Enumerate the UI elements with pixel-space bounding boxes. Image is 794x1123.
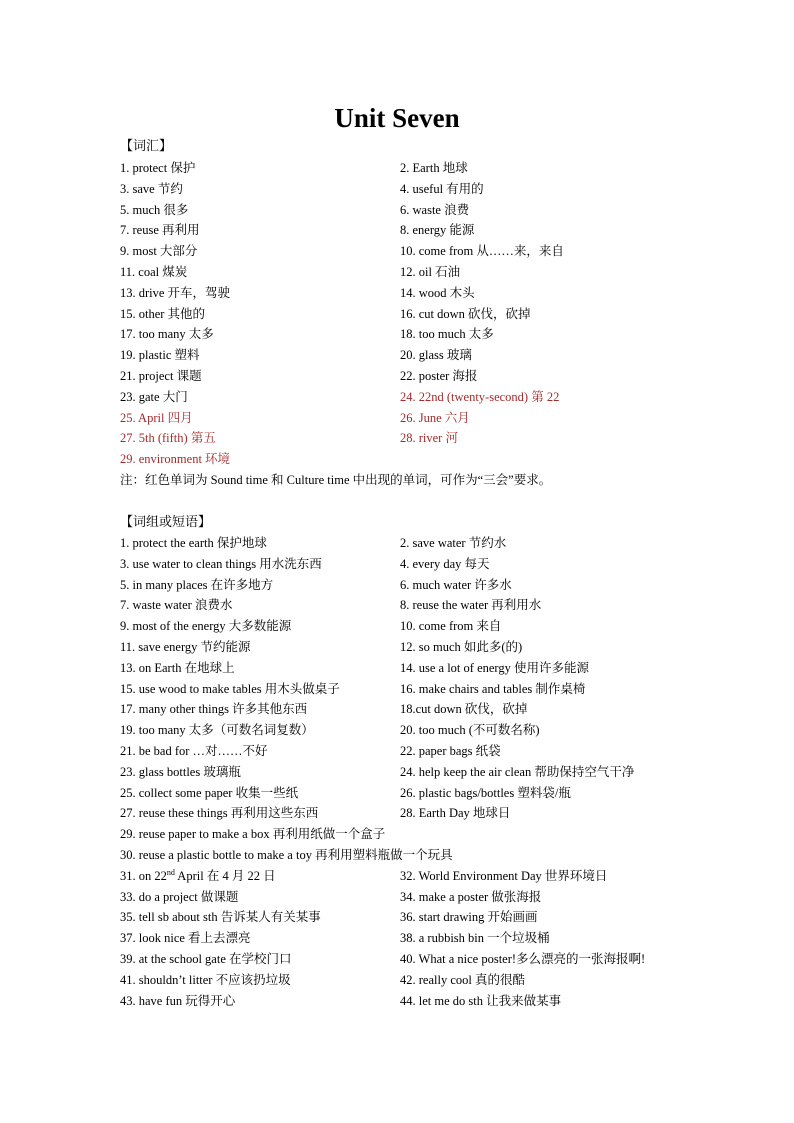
list-item <box>120 220 680 241</box>
entry-right: 20. glass 玻璃 <box>400 348 472 363</box>
entry-left: 3. use water to clean things 用水洗东西 <box>120 556 322 571</box>
entry-left: 25. April 四月 <box>120 410 193 425</box>
vocab-heading: 【词汇】 <box>120 138 173 153</box>
entry-right: 14. wood 木头 <box>400 285 475 300</box>
list-item <box>120 845 680 866</box>
entry-left: 39. at the school gate 在学校门口 <box>120 951 292 966</box>
entry-left: 11. save energy 节约能源 <box>120 639 251 654</box>
entry-text: 29. reuse paper to make a box 再利用纸做一个盒子 <box>120 827 386 842</box>
entry-right: 32. World Environment Day 世界环境日 <box>400 868 608 883</box>
entry-right: 16. make chairs and tables 制作桌椅 <box>400 681 586 696</box>
list-item <box>120 366 680 387</box>
list-item <box>120 907 680 928</box>
list-item <box>120 803 680 824</box>
list-item <box>120 241 680 262</box>
list-item <box>120 783 680 804</box>
entry-right: 40. What a nice poster!多么漂亮的一张海报啊! <box>400 951 646 966</box>
entry-right: 12. so much 如此多(的) <box>400 639 523 654</box>
entry-left: 1. protect the earth 保护地球 <box>120 536 267 550</box>
list-item <box>120 262 680 283</box>
entry-right: 14. use a lot of energy 使用许多能源 <box>400 660 589 675</box>
entry-right: 44. let me do sth 让我来做某事 <box>400 993 562 1008</box>
page-title: Unit Seven <box>334 103 460 133</box>
entry-right: 10. come from 从……来，来自 <box>400 244 564 259</box>
list-item <box>120 762 680 783</box>
entry-left: 27. 5th (fifth) 第五 <box>120 431 216 446</box>
list-item <box>120 741 680 762</box>
list-item <box>120 949 680 970</box>
list-item <box>120 324 680 345</box>
list-item <box>120 179 680 200</box>
entry-left <box>120 866 276 887</box>
entry-left: 35. tell sb about sth 告诉某人有关某事 <box>120 910 321 925</box>
entry-right: 4. every day 每天 <box>400 556 490 571</box>
entry-right: 28. river 河 <box>400 431 458 446</box>
entry-left: 9. most of the energy 大多数能源 <box>120 619 292 634</box>
vocab-note: 注：红色单词为 Sound time 和 Culture time 中出现的单词，可作为“三会”要求。 <box>120 473 552 487</box>
entry-left: 25. collect some paper 收集一些纸 <box>120 785 299 800</box>
entry-left-part: April 在 4 月 22 日 <box>174 868 276 883</box>
list-item <box>120 720 680 741</box>
list-item <box>120 554 680 575</box>
entry-right: 6. waste 浪费 <box>400 202 470 217</box>
entry-left: 11. coal 煤炭 <box>120 264 188 279</box>
entry-right: 4. useful 有用的 <box>400 181 484 196</box>
entry-left: 29. environment 环境 <box>120 452 231 467</box>
entry-left: 1. protect 保护 <box>120 161 196 175</box>
list-item <box>120 699 680 720</box>
entry-left: 17. many other things 许多其他东西 <box>120 702 308 717</box>
entry-left: 21. be bad for …对……不好 <box>120 743 268 758</box>
entry-right: 8. energy 能源 <box>400 223 475 238</box>
entry-left: 7. waste water 浪费水 <box>120 598 233 613</box>
phrases-list <box>120 533 680 1011</box>
entry-left: 19. plastic 塑料 <box>120 348 200 363</box>
entry-left: 15. use wood to make tables 用木头做桌子 <box>120 681 340 696</box>
entry-left-superscript: nd <box>166 867 175 877</box>
list-item <box>120 637 680 658</box>
entry-left: 23. glass bottles 玻璃瓶 <box>120 764 241 779</box>
entry-right: 22. paper bags 纸袋 <box>400 743 501 758</box>
entry-left: 33. do a project 做课题 <box>120 889 239 904</box>
entry-text: 30. reuse a plastic bottle to make a toy 再利用塑料瓶做一个玩具 <box>120 847 453 862</box>
list-item <box>120 928 680 949</box>
list-item <box>120 408 680 429</box>
list-item <box>120 616 680 637</box>
entry-left: 13. drive 开车，驾驶 <box>120 285 231 300</box>
entry-left-part: 31. on 22 <box>120 868 167 883</box>
entry-left: 5. much 很多 <box>120 202 189 217</box>
entry-right: 24. 22nd (twenty-second) 第 22 <box>400 389 560 404</box>
entry-left: 19. too many 太多（可数名词复数） <box>120 723 314 738</box>
entry-right: 26. plastic bags/bottles 塑料袋/瓶 <box>400 785 571 800</box>
entry-left: 15. other 其他的 <box>120 306 206 321</box>
entry-right: 42. really cool 真的很酷 <box>400 972 525 987</box>
list-item <box>120 679 680 700</box>
list-item <box>120 991 680 1012</box>
list-item <box>120 658 680 679</box>
entry-right: 18.cut down 砍伐，砍掉 <box>400 702 528 717</box>
entry-right: 20. too much (不可数名称) <box>400 723 540 738</box>
entry-left: 21. project 课题 <box>120 368 202 383</box>
entry-right: 12. oil 石油 <box>400 264 461 279</box>
list-item <box>120 595 680 616</box>
entry-left: 41. shouldn’t litter 不应该扔垃圾 <box>120 972 291 987</box>
entry-right: 8. reuse the water 再利用水 <box>400 598 542 613</box>
entry-right: 36. start drawing 开始画画 <box>400 910 538 925</box>
list-item <box>120 158 680 179</box>
list-item <box>120 866 680 887</box>
list-item <box>120 887 680 908</box>
entry-left: 5. in many places 在许多地方 <box>120 577 274 592</box>
entry-left: 37. look nice 看上去漂亮 <box>120 931 251 946</box>
entry-right: 38. a rubbish bin 一个垃圾桶 <box>400 931 550 946</box>
vocab-list <box>120 158 680 470</box>
list-item <box>120 387 680 408</box>
entry-left: 23. gate 大门 <box>120 389 188 404</box>
list-item <box>120 970 680 991</box>
entry-right: 22. poster 海报 <box>400 368 478 383</box>
list-item <box>120 200 680 221</box>
list-item <box>120 304 680 325</box>
entry-left: 27. reuse these things 再利用这些东西 <box>120 806 319 821</box>
entry-left: 9. most 大部分 <box>120 244 198 259</box>
entry-left: 7. reuse 再利用 <box>120 223 200 238</box>
entry-right: 10. come from 来自 <box>400 619 502 634</box>
list-item <box>120 283 680 304</box>
entry-left: 3. save 节约 <box>120 181 183 196</box>
entry-left: 17. too many 太多 <box>120 327 214 342</box>
entry-right: 26. June 六月 <box>400 410 470 425</box>
entry-right: 18. too much 太多 <box>400 327 494 342</box>
list-item <box>120 533 680 554</box>
list-item <box>120 824 680 845</box>
entry-right: 24. help keep the air clean 帮助保持空气干净 <box>400 764 635 779</box>
entry-right: 16. cut down 砍伐，砍掉 <box>400 306 531 321</box>
list-item <box>120 345 680 366</box>
entry-right: 2. save water 节约水 <box>400 536 507 550</box>
entry-right: 2. Earth 地球 <box>400 161 468 175</box>
list-item <box>120 449 680 470</box>
entry-right: 28. Earth Day 地球日 <box>400 806 511 821</box>
entry-left: 43. have fun 玩得开心 <box>120 993 236 1008</box>
entry-right: 34. make a poster 做张海报 <box>400 889 542 904</box>
list-item <box>120 575 680 596</box>
list-item <box>120 428 680 449</box>
entry-right: 6. much water 许多水 <box>400 577 512 592</box>
entry-left: 13. on Earth 在地球上 <box>120 660 235 675</box>
phrases-heading: 【词组或短语】 <box>120 514 212 529</box>
